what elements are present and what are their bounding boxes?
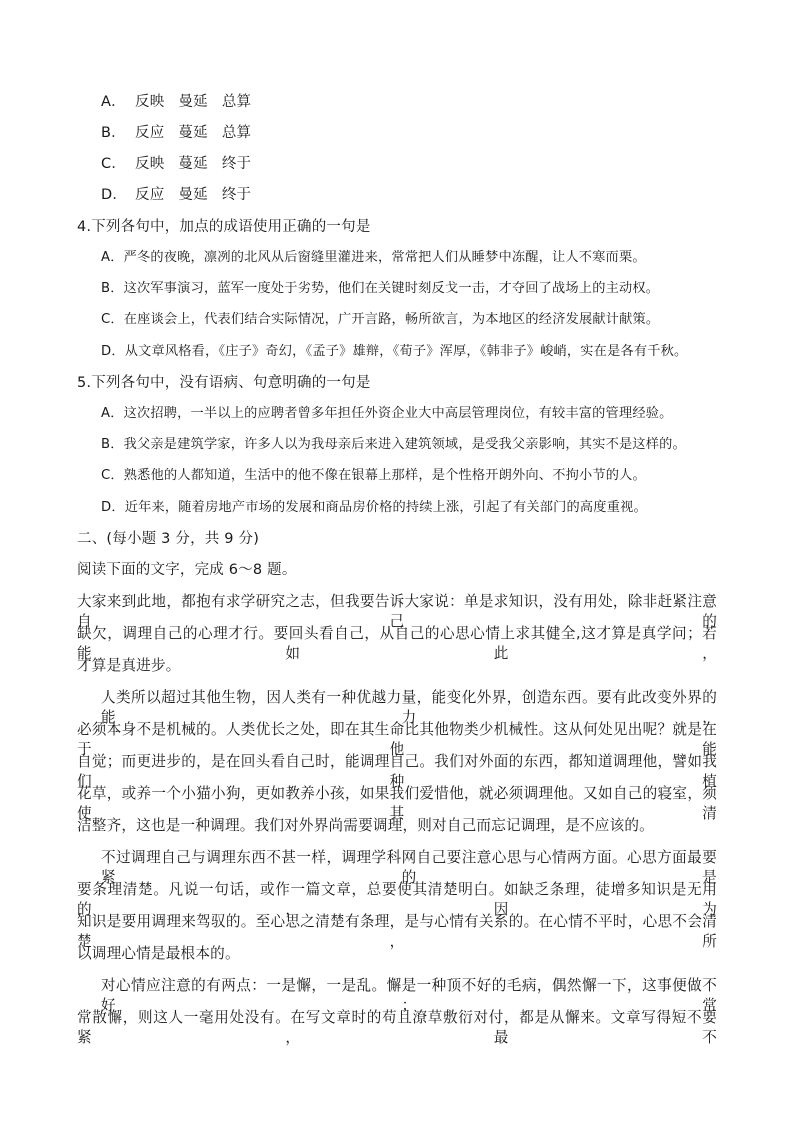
- q3-option-a: [101, 92, 265, 112]
- option-word: 反应: [135, 125, 165, 141]
- option-word: 反映: [135, 94, 165, 110]
- option-letter: C．: [101, 156, 127, 172]
- q3-option-d: [101, 185, 265, 205]
- passage-p3-line: 知识是要用调理来驾驭的。至心思之清楚有条理，是与心情有关系的。在心情不平时，心思不会清楚，所: [77, 913, 717, 950]
- passage-p2-line: 自觉；而更进步的，是在回头看自己时，能调理自己。我们对外面的东西，都知道调理他，譬如我们种植: [77, 753, 717, 790]
- passage-p4-line: 对心情应注意的有两点：一是懈，一是乱。懈是一种顶不好的毛病，偶然懈一下，这事便做不好；常: [101, 977, 717, 1014]
- passage-p1-line: 大家来到此地，都抱有求学研究之志，但我要告诉大家说：单是求知识，没有用处，除非赶紧注意自己的: [77, 593, 717, 630]
- option-letter: A．: [101, 94, 126, 110]
- option-word: 蔓延: [178, 125, 208, 141]
- option-word: 总算: [221, 94, 252, 110]
- option-word: 终于: [221, 187, 252, 203]
- passage-p3-line: 要条理清楚。凡说一句话，或作一篇文章，总要使其清楚明白。如缺乏条理，徒增多知识是无用的，因为: [77, 881, 717, 918]
- q4-option-a: A．严冬的夜晚，凛冽的北风从后窗缝里灌进来，常常把人们从睡梦中冻醒，让人不寒而栗。: [101, 250, 646, 265]
- passage-p1-line: 才算是真进步。: [77, 657, 181, 674]
- q5-option-c: C．熟悉他的人都知道，生活中的他不像在银幕上那样，是个性格开朗外向、不拘小节的人。: [101, 468, 646, 483]
- option-word: 总算: [221, 125, 252, 141]
- q5-option-b: B．我父亲是建筑学家，许多人以为我母亲后来进入建筑领域，是受我父亲影响，其实不是这样的。: [101, 437, 686, 452]
- passage-p2-line: 必须本身不是机械的。人类优长之处，即在其生命比其他物类少机械性。这从何处见出呢？就是在于他能: [77, 721, 717, 758]
- q5-option-d: D．近年来，随着房地产市场的发展和商品房价格的持续上涨，引起了有关部门的高度重视。: [101, 500, 647, 515]
- option-letter: B．: [101, 125, 126, 141]
- q3-option-b: [101, 123, 265, 143]
- section-heading: 二、(每小题 3 分，共 9 分): [77, 531, 260, 547]
- q5-stem: 5.下列各句中，没有语病、句意明确的一句是: [77, 375, 371, 391]
- option-word: 终于: [221, 156, 252, 172]
- q4-stem: 4.下列各句中，加点的成语使用正确的一句是: [77, 219, 371, 235]
- option-word: 曼延: [178, 94, 208, 110]
- q3-option-c: [101, 154, 265, 174]
- option-letter: D．: [101, 187, 128, 203]
- passage-p2-line: 花草，或养一个小猫小狗，更如教养小孩，如果我们爱惜他，就必须调理他。又如自己的寝室，须使其清: [77, 785, 717, 822]
- q4-option-b: B．这次军事演习，蓝军一度处于劣势，他们在关键时刻反戈一击，才夺回了战场上的主动权。: [101, 281, 660, 296]
- passage-p2-line: 人类所以超过其他生物，因人类有一种优越力量，能变化外界，创造东西。要有此改变外界的能力，: [101, 689, 717, 726]
- option-word: 曼延: [178, 187, 208, 203]
- passage-p2-line: 洁整齐，这也是一种调理。我们对外界尚需要调理，则对自己而忘记调理，是不应该的。: [77, 817, 654, 834]
- section-instruction: 阅读下面的文字，完成 6～8 题。: [77, 562, 297, 578]
- q4-option-c: C．在座谈会上，代表们结合实际情况，广开言路，畅所欲言，为本地区的经济发展献计献策。: [101, 312, 660, 327]
- passage-p3-line: 不过调理自己与调理东西不甚一样，调理学科网自己要注意心思与心情两方面。心思方面最要紧的是: [101, 849, 717, 886]
- option-word: 蔓延: [178, 156, 208, 172]
- option-word: 反应: [135, 187, 165, 203]
- passage-p3-line: 以调理心情是最根本的。: [77, 945, 240, 962]
- q5-option-a: A．这次招聘，一半以上的应聘者曾多年担任外资企业大中高层管理岗位，有较丰富的管理经验。: [101, 406, 673, 421]
- option-word: 反映: [135, 156, 165, 172]
- q4-option-d: D．从文章风格看，《庄子》奇幻，《孟子》雄辩，《荀子》浑厚，《韩非子》峻峭，实在是各有千秋。: [101, 344, 688, 359]
- passage-p1-line: 缺欠，调理自己的心理才行。要回头看自己，从自己的心思心情上求其健全,这才算是真学问；若能如此，: [77, 625, 717, 662]
- passage-p4-line: 常散懈，则这人一毫用处没有。在写文章时的苟且潦草敷衍对付，都是从懈来。文章写得短不要紧，最不: [77, 1009, 717, 1046]
